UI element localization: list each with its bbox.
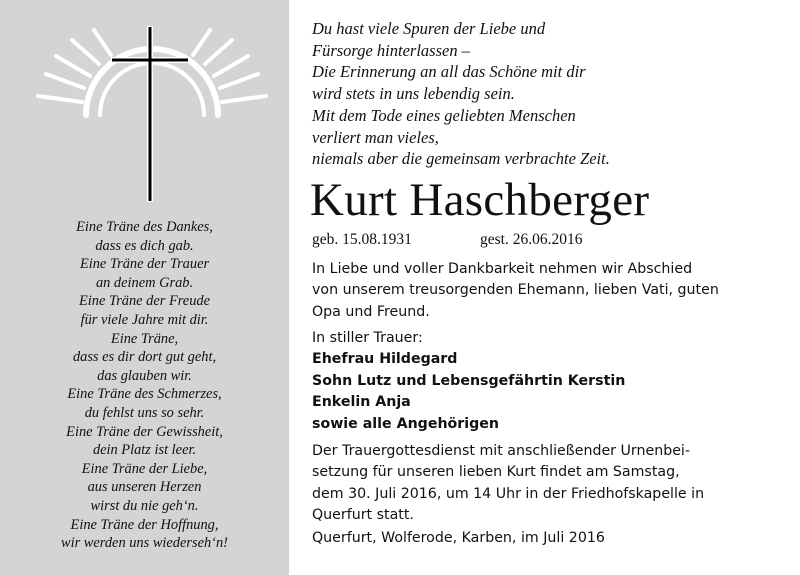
poem-line: wir werden uns wiederseh‘n! bbox=[61, 535, 228, 552]
service-line: Der Trauergottesdienst mit anschließender Urnenbei- bbox=[312, 443, 690, 459]
deceased-name: Kurt Haschberger bbox=[310, 174, 650, 226]
service-line: dem 30. Juli 2016, um 14 Uhr in der Friedhofskapelle in bbox=[312, 485, 705, 502]
poem-line: Eine Träne der Hoffnung, bbox=[70, 516, 219, 533]
farewell-line: von unserem treusorgenden Ehemann, lieben Vati, guten bbox=[312, 282, 719, 299]
poem-line: Eine Träne der Trauer bbox=[79, 256, 210, 273]
service-text bbox=[312, 441, 704, 527]
motto bbox=[312, 18, 610, 170]
poem-line: das glauben wir. bbox=[97, 367, 192, 384]
motto-line: wird stets in uns lebendig sein. bbox=[312, 84, 515, 104]
poem-line: für viele Jahre mit dir. bbox=[80, 311, 209, 328]
mourners-block bbox=[312, 328, 625, 435]
poem-line: dein Platz ist leer. bbox=[92, 442, 197, 459]
farewell-line: In Liebe und voller Dankbarkeit nehmen wir Abschied bbox=[312, 261, 693, 277]
left-panel bbox=[0, 0, 289, 575]
motto-line: Mit dem Tode eines geliebten Menschen bbox=[312, 105, 576, 125]
farewell-text bbox=[312, 259, 719, 323]
birth-date: geb. 15.08.1931 bbox=[312, 231, 412, 248]
death-date: gest. 26.06.2016 bbox=[480, 231, 583, 248]
mourner: sowie alle Angehörigen bbox=[312, 415, 500, 432]
poem-line: dass es dir dort gut geht, bbox=[72, 349, 217, 366]
poem-line: an deinem Grab. bbox=[95, 274, 194, 291]
place-and-date: Querfurt, Wolferode, Karben, im Juli 2016 bbox=[312, 530, 605, 546]
motto-line: Fürsorge hinterlassen – bbox=[312, 40, 470, 60]
mourner: Ehefrau Hildegard bbox=[312, 351, 458, 368]
poem bbox=[8, 218, 281, 553]
life-dates bbox=[312, 230, 583, 250]
mourner: Enkelin Anja bbox=[312, 394, 411, 411]
service-line: Querfurt statt. bbox=[312, 507, 414, 524]
poem-line: dass es dich gab. bbox=[95, 237, 194, 254]
service-line: setzung für unseren lieben Kurt findet am Samstag, bbox=[312, 464, 680, 481]
mourner: Sohn Lutz und Lebensgefährtin Kerstin bbox=[312, 372, 626, 389]
poem-line: wirst du nie geh‘n. bbox=[90, 497, 199, 514]
mourning-intro: In stiller Trauer: bbox=[312, 330, 423, 346]
farewell-line: Opa und Freund. bbox=[312, 303, 430, 320]
poem-line: Eine Träne der Gewissheit, bbox=[66, 423, 223, 440]
poem-line: Eine Träne des Schmerzes, bbox=[67, 386, 222, 403]
motto-line: niemals aber die gemeinsam verbrachte Zeit. bbox=[312, 149, 610, 169]
cross-with-sun-rays-icon bbox=[0, 0, 289, 215]
poem-line: Eine Träne der Freude bbox=[79, 293, 210, 310]
motto-line: Du hast viele Spuren der Liebe und bbox=[312, 19, 546, 38]
poem-line: aus unseren Herzen bbox=[87, 479, 202, 496]
motto-line: verliert man vieles, bbox=[312, 127, 439, 147]
motto-line: Die Erinnerung an all das Schöne mit dir bbox=[312, 62, 586, 82]
poem-line: du fehlst uns so sehr. bbox=[84, 404, 205, 421]
poem-line: Eine Träne der Liebe, bbox=[81, 460, 208, 477]
poem-line: Eine Träne des Dankes, bbox=[76, 219, 213, 235]
poem-line: Eine Träne, bbox=[110, 330, 179, 347]
